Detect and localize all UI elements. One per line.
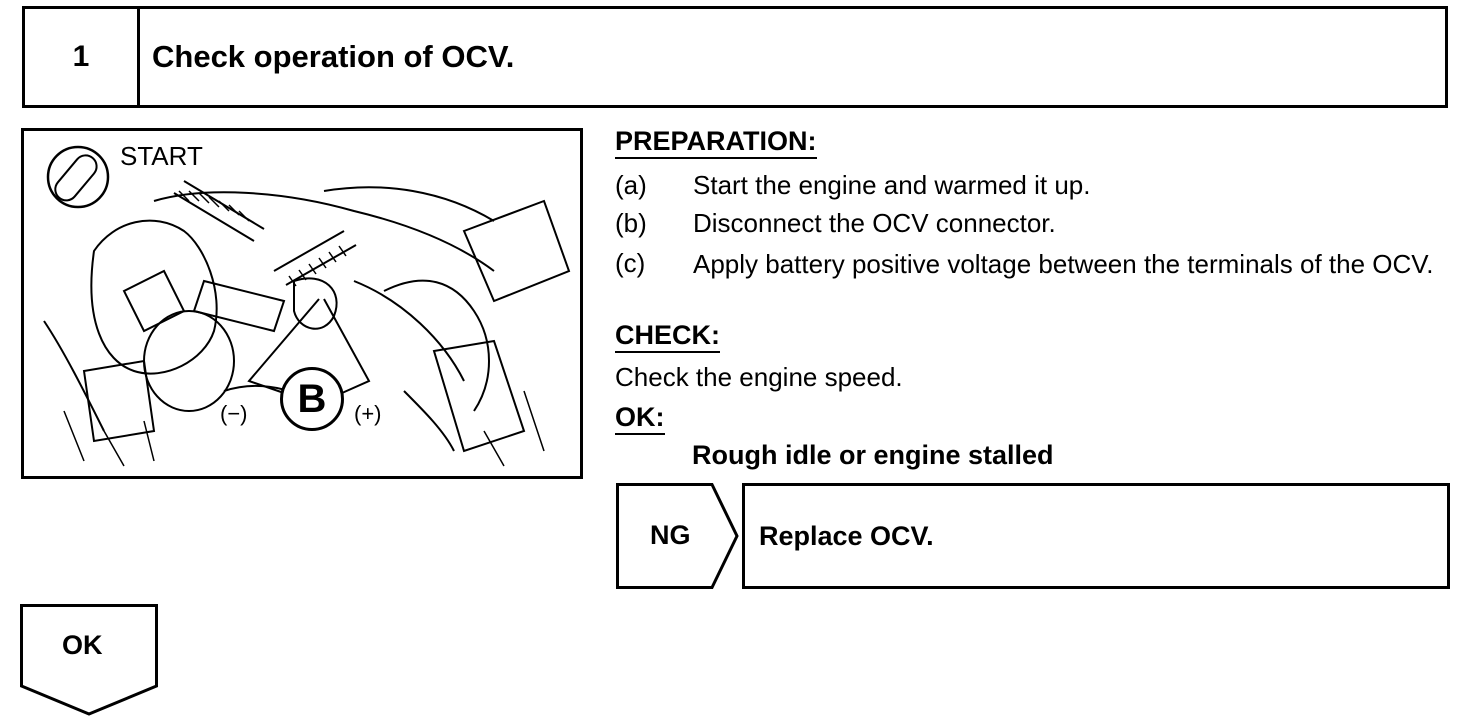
ng-label: NG: [650, 520, 691, 550]
negative-terminal-label: (−): [220, 401, 248, 426]
step-text: Disconnect the OCV connector.: [693, 208, 1056, 238]
step-header: [22, 6, 1448, 108]
ng-branch-box: [616, 483, 740, 589]
ok-branch-box: [20, 604, 158, 716]
ok-result: Rough idle or engine stalled: [692, 440, 1054, 470]
ng-action-box: [742, 483, 1450, 589]
step-text: Apply battery positive voltage between the terminals of the OCV.: [693, 249, 1434, 279]
check-text: Check the engine speed.: [615, 362, 903, 392]
positive-terminal-label: (+): [354, 401, 382, 426]
callout-b: B: [280, 367, 344, 431]
step-number: 1: [25, 9, 140, 105]
ocv-illustration: [21, 128, 583, 479]
check-heading: CHECK:: [615, 320, 720, 353]
step-letter: (b): [615, 208, 647, 238]
step-text: Start the engine and warmed it up.: [693, 170, 1091, 200]
ok-branch-label: OK: [62, 630, 103, 660]
preparation-heading: PREPARATION:: [615, 126, 817, 159]
step-letter: (a): [615, 170, 647, 200]
step-title: Check operation of OCV.: [152, 39, 515, 74]
start-label: START: [120, 141, 203, 171]
step-letter: (c): [615, 248, 646, 278]
ng-action-text: Replace OCV.: [759, 520, 934, 551]
ok-heading: OK:: [615, 402, 665, 435]
